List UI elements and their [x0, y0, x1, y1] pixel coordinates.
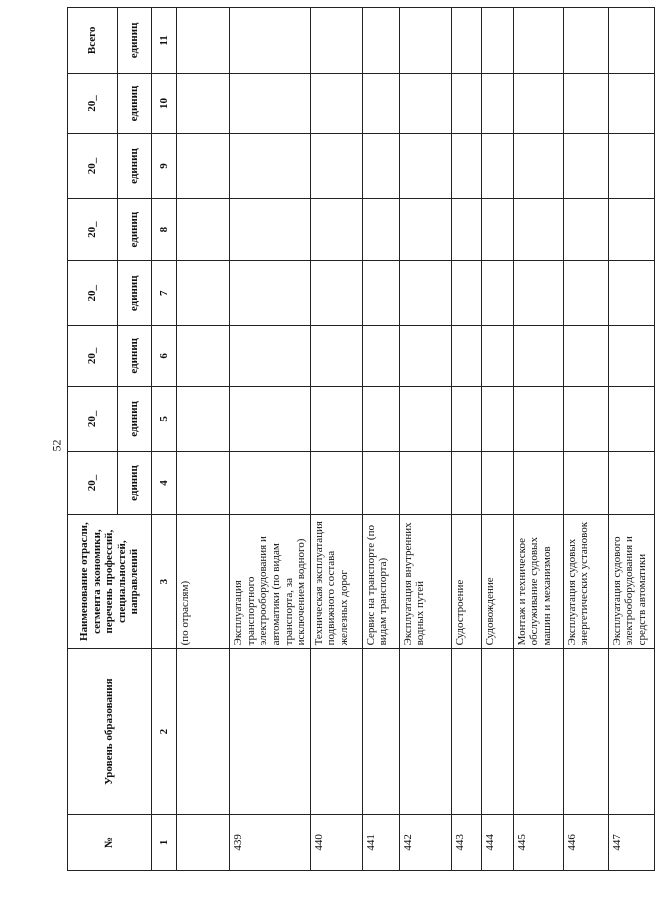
row-education-level: [399, 649, 451, 814]
column-number: 6: [152, 326, 177, 386]
row-value: [513, 8, 563, 74]
row-name: Эксплуатация судового электрооборудования и средств автоматики: [608, 514, 654, 649]
row-value: [608, 134, 654, 199]
row-value: [563, 8, 608, 74]
header-year: 20_: [68, 73, 118, 133]
row-education-level: [513, 649, 563, 814]
column-number: 11: [152, 8, 177, 74]
row-value: [608, 452, 654, 515]
header-number: №: [68, 814, 152, 870]
row-value: [563, 198, 608, 261]
row-value: [230, 261, 311, 326]
row-education-level: [608, 649, 654, 814]
row-value: [310, 261, 362, 326]
row-value: [481, 326, 513, 386]
column-number: 9: [152, 134, 177, 199]
row-value: [399, 386, 451, 452]
row-value: [608, 386, 654, 452]
header-unit: единиц: [118, 261, 152, 326]
row-value: [230, 73, 311, 133]
row-value: [399, 452, 451, 515]
row-value: [451, 8, 481, 74]
row-education-level: [177, 649, 230, 814]
row-number: 447: [608, 814, 654, 870]
row-value: [177, 73, 230, 133]
row-value: [451, 386, 481, 452]
header-year: 20_: [68, 452, 118, 515]
row-value: [310, 134, 362, 199]
table-row: [451, 8, 481, 871]
row-number: 445: [513, 814, 563, 870]
row-education-level: [310, 649, 362, 814]
row-name: Техническая эксплуатация подвижного состава железных дорог: [310, 514, 362, 649]
table-row: [362, 8, 399, 871]
header-unit: единиц: [118, 198, 152, 261]
header-year: 20_: [68, 134, 118, 199]
page-number: 52: [49, 439, 64, 452]
header-total: Всего: [68, 8, 118, 74]
row-value: [451, 73, 481, 133]
row-value: [177, 452, 230, 515]
table-row: [513, 8, 563, 871]
row-value: [177, 198, 230, 261]
row-value: [230, 134, 311, 199]
header-unit: единиц: [118, 386, 152, 452]
header-year: 20_: [68, 326, 118, 386]
row-name: Эксплуатация внутренних водных путей: [399, 514, 451, 649]
row-value: [230, 326, 311, 386]
row-number: [177, 814, 230, 870]
column-number: 8: [152, 198, 177, 261]
table-body: [177, 8, 655, 871]
header-year: 20_: [68, 386, 118, 452]
row-education-level: [362, 649, 399, 814]
row-value: [513, 452, 563, 515]
table-row: [399, 8, 451, 871]
data-table: [67, 7, 655, 871]
row-education-level: [451, 649, 481, 814]
row-value: [513, 73, 563, 133]
column-number: 7: [152, 261, 177, 326]
row-value: [230, 452, 311, 515]
row-value: [362, 452, 399, 515]
row-value: [177, 134, 230, 199]
table-row: [608, 8, 654, 871]
row-value: [362, 198, 399, 261]
row-name: Монтаж и техническое обслуживание судовых машин и механизмов: [513, 514, 563, 649]
row-name: Судовождение: [481, 514, 513, 649]
row-value: [481, 73, 513, 133]
row-value: [362, 8, 399, 74]
row-value: [451, 326, 481, 386]
table-row: [310, 8, 362, 871]
row-value: [481, 386, 513, 452]
row-value: [513, 134, 563, 199]
header-name: Наименование отрасли, сегмента экономики, перечень профессий, специальностей, направлений: [68, 514, 152, 649]
row-value: [310, 73, 362, 133]
rotated-page-content: [67, 7, 649, 871]
row-value: [451, 261, 481, 326]
row-value: [608, 261, 654, 326]
row-value: [608, 326, 654, 386]
row-value: [608, 198, 654, 261]
row-value: [563, 134, 608, 199]
row-value: [608, 8, 654, 74]
row-value: [230, 198, 311, 261]
row-number: 443: [451, 814, 481, 870]
table-row: [563, 8, 608, 871]
row-value: [177, 261, 230, 326]
row-value: [481, 452, 513, 515]
row-number: 441: [362, 814, 399, 870]
row-value: [399, 198, 451, 261]
row-value: [177, 8, 230, 74]
row-value: [481, 134, 513, 199]
header-unit: единиц: [118, 452, 152, 515]
row-value: [399, 134, 451, 199]
row-value: [310, 326, 362, 386]
row-value: [451, 198, 481, 261]
row-value: [451, 134, 481, 199]
header-unit: единиц: [118, 134, 152, 199]
row-education-level: [230, 649, 311, 814]
column-number: 10: [152, 73, 177, 133]
row-value: [563, 452, 608, 515]
column-number: 3: [152, 514, 177, 649]
row-number: 446: [563, 814, 608, 870]
row-number: 442: [399, 814, 451, 870]
header-unit: единиц: [118, 326, 152, 386]
column-numbers-row: [152, 8, 177, 871]
header-education-level: Уровень образования: [68, 649, 152, 814]
row-value: [310, 198, 362, 261]
row-value: [177, 326, 230, 386]
row-value: [513, 198, 563, 261]
row-education-level: [481, 649, 513, 814]
row-value: [362, 73, 399, 133]
row-name: Сервис на транспорте (по видам транспорта): [362, 514, 399, 649]
row-value: [481, 198, 513, 261]
row-value: [563, 73, 608, 133]
row-name: Судостроение: [451, 514, 481, 649]
row-value: [399, 73, 451, 133]
table-row: [481, 8, 513, 871]
row-value: [399, 8, 451, 74]
row-value: [481, 8, 513, 74]
row-value: [608, 73, 654, 133]
row-value: [362, 386, 399, 452]
row-value: [563, 326, 608, 386]
row-value: [310, 452, 362, 515]
column-number: 4: [152, 452, 177, 515]
row-value: [399, 326, 451, 386]
row-value: [513, 326, 563, 386]
table-container: [67, 7, 649, 871]
row-number: 439: [230, 814, 311, 870]
row-name: (по отраслям): [177, 514, 230, 649]
row-value: [451, 452, 481, 515]
row-name: Эксплуатация транспортного электрооборудования и автоматики (по видам транспорта, за исключением водного): [230, 514, 311, 649]
row-name: Эксплуатация судовых энергетических установок: [563, 514, 608, 649]
row-number: 444: [481, 814, 513, 870]
row-value: [362, 326, 399, 386]
column-number: 1: [152, 814, 177, 870]
row-value: [310, 386, 362, 452]
header-unit: единиц: [118, 8, 152, 74]
row-value: [513, 261, 563, 326]
row-value: [481, 261, 513, 326]
row-value: [230, 8, 311, 74]
table-row: [230, 8, 311, 871]
header-year: 20_: [68, 198, 118, 261]
row-value: [513, 386, 563, 452]
table-row: [177, 8, 230, 871]
row-value: [563, 386, 608, 452]
row-value: [310, 8, 362, 74]
row-value: [177, 386, 230, 452]
header-unit: единиц: [118, 73, 152, 133]
row-value: [362, 261, 399, 326]
column-number: 5: [152, 386, 177, 452]
row-value: [230, 386, 311, 452]
row-education-level: [563, 649, 608, 814]
row-value: [399, 261, 451, 326]
header-year: 20_: [68, 261, 118, 326]
column-number: 2: [152, 649, 177, 814]
row-value: [362, 134, 399, 199]
row-value: [563, 261, 608, 326]
row-number: 440: [310, 814, 362, 870]
